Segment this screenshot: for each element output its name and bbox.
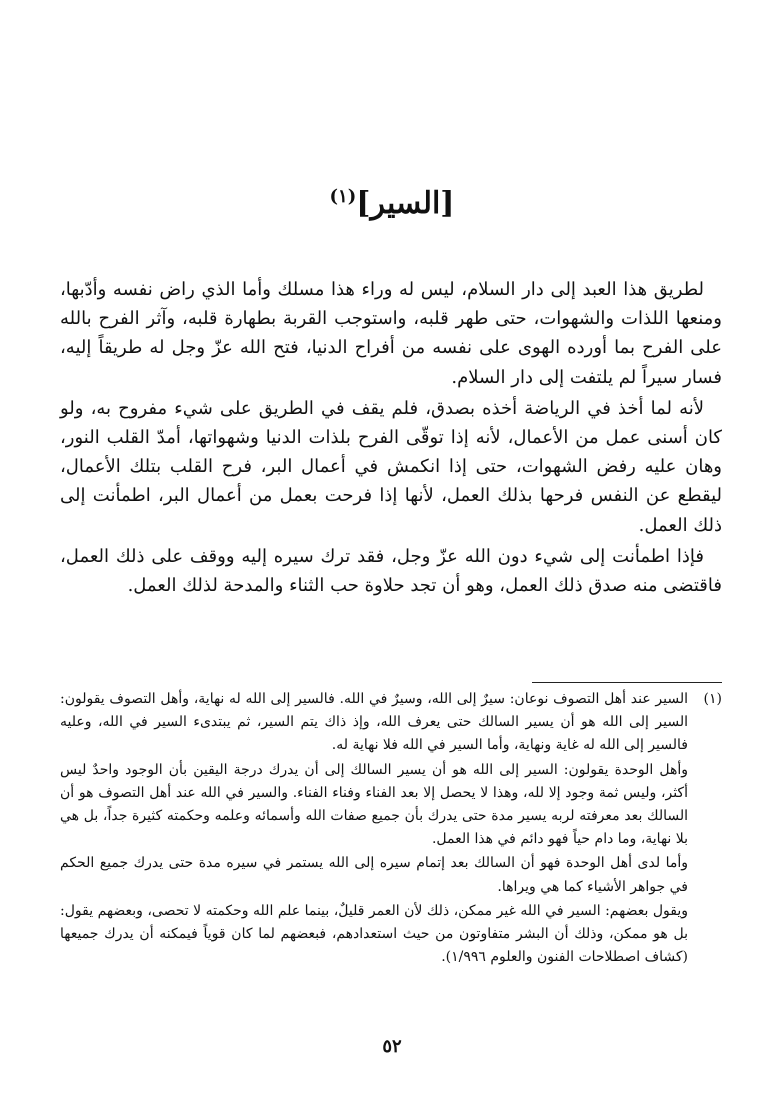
title-footnote-ref: (١): [329, 186, 357, 207]
paragraph: لأنه لما أخذ في الرياضة أخذه بصدق، فلم يقف في الطريق على شيء مفروح به، ولو كان أسنى عمل من الأعمال، لأنه إذا توقّى الفرح بلذات الدنيا وشهواتها، أمدّ القلب النور، وهان عليه رفض الشهوات، حتى إذا انكمش في أعمال البر، فرح القلب بتلك الأعمال، ليقطع عن النفس فرحها بذلك العمل، لأنها إذا فرحت بعمل من أعمال البر، اطمأنت إلى ذلك العمل.: [60, 397, 722, 536]
chapter-title: [0, 186, 784, 221]
footnote-paragraph: السير عند أهل التصوف نوعان: سيرٌ إلى الله، وسيرٌ في الله. فالسير إلى الله له نهاية، وأهل التصوف يقولون: السير إلى الله هو أن يسير السالك حتى يعرف الله، وإذ ذاك يتم السير، ثم يبتدىء السير في الله، وعليه فالسير إلى الله له غاية ونهاية، وأما السير في الله فلا نهاية له.: [60, 691, 688, 754]
footnote-paragraph: وأما لدى أهل الوحدة فهو أن السالك بعد إتمام سيره إلى الله يستمر في سيره مدة حتى يدرك جميع الحكم في جواهر الأشياء كما هي ويراها.: [60, 855, 688, 895]
footnotes: [60, 688, 722, 970]
footnote-item: [60, 688, 722, 970]
paragraph: فإذا اطمأنت إلى شيء دون الله عزّ وجل، فقد ترك سيره إليه ووقف على ذلك العمل، فاقتضى منه صدق ذلك العمل، وهو أن تجد حلاوة حب الثناء والمدحة لذلك العمل.: [60, 545, 722, 597]
main-text: [60, 275, 722, 602]
footnote-paragraph: ويقول بعضهم: السير في الله غير ممكن، ذلك لأن العمر قليلٌ، بينما علم الله وحكمته لا تحصى، وبعضهم يقول: بل هو ممكن، وذلك أن البشر متفاوتون من حيث استعدادهم، فبعضهم لما كان قوياً فيمكنه أن يدرك جميعها (كشاف اصطلاحات الفنون والعلوم ١/٩٩٦).: [60, 902, 688, 966]
chapter-title-text: [السير]: [356, 186, 455, 221]
paragraph: لطريق هذا العبد إلى دار السلام، ليس له وراء هذا مسلك وأما الذي راض نفسه وأدّبها، ومنعها اللذات والشهوات، حتى طهر قلبه، واستوجب القربة بطهارة قلبه، وآثر الفرح بالله على الفرح بما أورده الهوى على نفسه من أفراح الدنيا، فتح الله عزّ وجل له طريقاً إليه، فسار سيراً لم يلتفت إلى دار السلام.: [60, 279, 722, 388]
page-number: ٥٢: [382, 1036, 402, 1057]
footnote-divider: [532, 682, 722, 683]
footnote-body: [60, 688, 688, 970]
footnote-number: (١): [703, 691, 722, 707]
footnote-paragraph: وأهل الوحدة يقولون: السير إلى الله هو أن يسير السالك إلى أن يدرك درجة اليقين بأن الوجود واحدٌ ليس أكثر، وليس ثمة وجود إلا لله، وهذا لا يحصل إلا بعد الفناء وفناء الفناء. والسير في الله عند أهل التصوف هو أن السالك بعد معرفته لربه يسير مدة حتى يدرك بأن جميع صفات الله وأسمائه وعلمه وحكمته كثيرة جداً، بل هي بلا نهاية، وما دام حياً فهو دائم في هذا العمل.: [60, 761, 689, 848]
